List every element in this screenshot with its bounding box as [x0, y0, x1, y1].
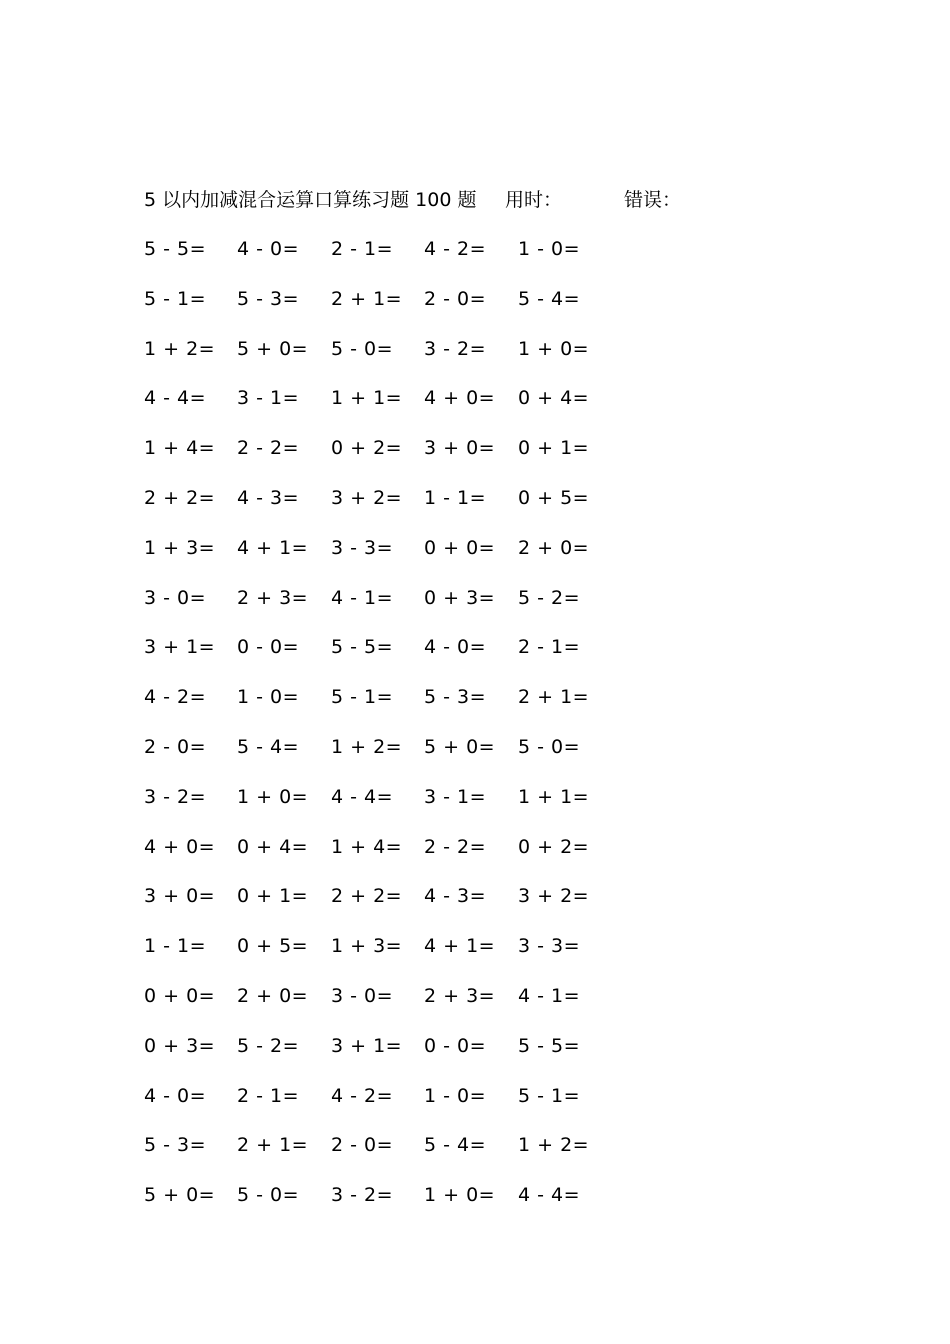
problem-item: 2 - 0= — [331, 1134, 394, 1157]
problem-grid — [144, 236, 644, 1232]
problem-row — [144, 834, 644, 884]
problem-item: 1 + 1= — [331, 387, 403, 410]
problem-item: 2 + 3= — [424, 984, 496, 1007]
problem-row — [144, 435, 644, 485]
problem-item: 5 - 1= — [518, 1084, 581, 1107]
problem-item: 4 + 1= — [237, 536, 309, 559]
problem-item: 4 - 3= — [237, 486, 300, 509]
problem-item: 3 + 0= — [424, 437, 496, 460]
problem-item: 3 - 1= — [237, 387, 300, 410]
problem-item: 0 + 4= — [237, 835, 309, 858]
problem-item: 0 + 1= — [518, 437, 590, 460]
problem-item: 0 - 0= — [237, 636, 300, 659]
problem-item: 5 - 0= — [237, 1184, 300, 1207]
problem-item: 3 - 3= — [518, 935, 581, 958]
problem-item: 0 + 5= — [237, 935, 309, 958]
problem-item: 1 + 3= — [331, 935, 403, 958]
problem-row — [144, 535, 644, 585]
problem-item: 5 - 4= — [237, 735, 300, 758]
problem-item: 2 + 2= — [144, 486, 216, 509]
problem-item: 3 - 2= — [424, 337, 487, 360]
problem-row — [144, 1083, 644, 1133]
problem-item: 5 - 3= — [424, 686, 487, 709]
problem-item: 1 + 0= — [518, 337, 590, 360]
problem-item: 4 - 2= — [331, 1084, 394, 1107]
problem-item: 4 - 0= — [237, 238, 300, 260]
problem-item: 5 + 0= — [424, 735, 496, 758]
problem-item: 4 - 4= — [331, 785, 394, 808]
problem-item: 2 - 2= — [424, 835, 487, 858]
problem-item: 4 - 1= — [331, 586, 394, 609]
problem-item: 4 - 1= — [518, 984, 581, 1007]
problem-item: 2 + 1= — [518, 686, 590, 709]
problem-item: 2 + 1= — [237, 1134, 309, 1157]
problem-row — [144, 385, 644, 435]
problem-row — [144, 684, 644, 734]
problem-row — [144, 1132, 644, 1182]
problem-item: 2 - 1= — [518, 636, 581, 659]
problem-item: 4 + 0= — [424, 387, 496, 410]
problem-item: 0 + 3= — [144, 1034, 216, 1057]
problem-item: 2 - 0= — [424, 287, 487, 310]
problem-item: 1 - 1= — [424, 486, 487, 509]
problem-item: 0 + 0= — [144, 984, 216, 1007]
problem-item: 1 - 1= — [144, 935, 207, 958]
problem-item: 1 - 0= — [424, 1084, 487, 1107]
problem-item: 1 + 1= — [518, 785, 590, 808]
problem-item: 5 - 2= — [518, 586, 581, 609]
problem-item: 4 - 4= — [518, 1184, 581, 1207]
problem-item: 0 + 0= — [424, 536, 496, 559]
problem-item: 0 + 5= — [518, 486, 590, 509]
problem-item: 1 + 3= — [144, 536, 216, 559]
problem-item: 1 - 0= — [237, 686, 300, 709]
problem-item: 0 + 3= — [424, 586, 496, 609]
problem-item: 5 - 1= — [331, 686, 394, 709]
problem-item: 4 - 0= — [144, 1084, 207, 1107]
problem-item: 2 + 0= — [237, 984, 309, 1007]
problem-item: 5 - 0= — [331, 337, 394, 360]
problem-item: 5 - 4= — [424, 1134, 487, 1157]
problem-item: 2 + 0= — [518, 536, 590, 559]
problem-item: 3 - 2= — [144, 785, 207, 808]
problem-item: 5 - 1= — [144, 287, 207, 310]
problem-row — [144, 286, 644, 336]
problem-row — [144, 983, 644, 1033]
problem-item: 0 + 4= — [518, 387, 590, 410]
problem-item: 0 + 2= — [331, 437, 403, 460]
problem-item: 2 - 1= — [237, 1084, 300, 1107]
problem-row — [144, 485, 644, 535]
problem-row — [144, 1033, 644, 1083]
problem-item: 1 + 4= — [331, 835, 403, 858]
problem-item: 5 + 0= — [144, 1184, 216, 1207]
problem-item: 2 + 1= — [331, 287, 403, 310]
problem-item: 4 + 0= — [144, 835, 216, 858]
problem-item: 4 - 4= — [144, 387, 207, 410]
problem-item: 2 - 2= — [237, 437, 300, 460]
problem-item: 5 - 0= — [518, 735, 581, 758]
problem-item: 1 + 0= — [237, 785, 309, 808]
problem-item: 5 - 4= — [518, 287, 581, 310]
problem-item: 3 - 3= — [331, 536, 394, 559]
problem-item: 4 - 2= — [424, 238, 487, 260]
errors-label: 错误： — [624, 189, 682, 211]
problem-item: 0 - 0= — [424, 1034, 487, 1057]
problem-item: 2 + 2= — [331, 885, 403, 908]
problem-item: 5 + 0= — [237, 337, 309, 360]
problem-item: 5 - 5= — [144, 238, 207, 260]
time-used-label: 用时： — [505, 189, 563, 211]
problem-item: 4 - 2= — [144, 686, 207, 709]
problem-item: 1 - 0= — [518, 238, 581, 260]
problem-item: 5 - 5= — [518, 1034, 581, 1057]
problem-item: 0 + 1= — [237, 885, 309, 908]
problem-item: 3 + 2= — [331, 486, 403, 509]
problem-item: 1 + 2= — [518, 1134, 590, 1157]
problem-item: 3 + 1= — [331, 1034, 403, 1057]
problem-row — [144, 585, 644, 635]
problem-row — [144, 634, 644, 684]
problem-row — [144, 933, 644, 983]
problem-item: 5 - 5= — [331, 636, 394, 659]
problem-item: 3 + 0= — [144, 885, 216, 908]
problem-item: 1 + 0= — [424, 1184, 496, 1207]
problem-item: 0 + 2= — [518, 835, 590, 858]
problem-item: 2 - 0= — [144, 735, 207, 758]
problem-item: 5 - 2= — [237, 1034, 300, 1057]
problem-item: 1 + 2= — [144, 337, 216, 360]
problem-item: 5 - 3= — [144, 1134, 207, 1157]
problem-item: 3 - 2= — [331, 1184, 394, 1207]
problem-row — [144, 1182, 644, 1232]
problem-item: 4 - 0= — [424, 636, 487, 659]
problem-item: 3 - 0= — [144, 586, 207, 609]
problem-item: 3 - 1= — [424, 785, 487, 808]
problem-item: 1 + 2= — [331, 735, 403, 758]
problem-item: 2 + 3= — [237, 586, 309, 609]
problem-item: 3 - 0= — [331, 984, 394, 1007]
problem-row — [144, 336, 644, 386]
problem-row — [144, 784, 644, 834]
problem-item: 4 + 1= — [424, 935, 496, 958]
problem-row — [144, 236, 644, 286]
problem-item: 1 + 4= — [144, 437, 216, 460]
worksheet-title: 5 以内加减混合运算口算练习题 100 题 — [144, 189, 477, 211]
problem-row — [144, 734, 644, 784]
problem-item: 2 - 1= — [331, 238, 394, 260]
problem-row — [144, 883, 644, 933]
problem-item: 5 - 3= — [237, 287, 300, 310]
problem-item: 4 - 3= — [424, 885, 487, 908]
problem-item: 3 + 1= — [144, 636, 216, 659]
problem-item: 3 + 2= — [518, 885, 590, 908]
